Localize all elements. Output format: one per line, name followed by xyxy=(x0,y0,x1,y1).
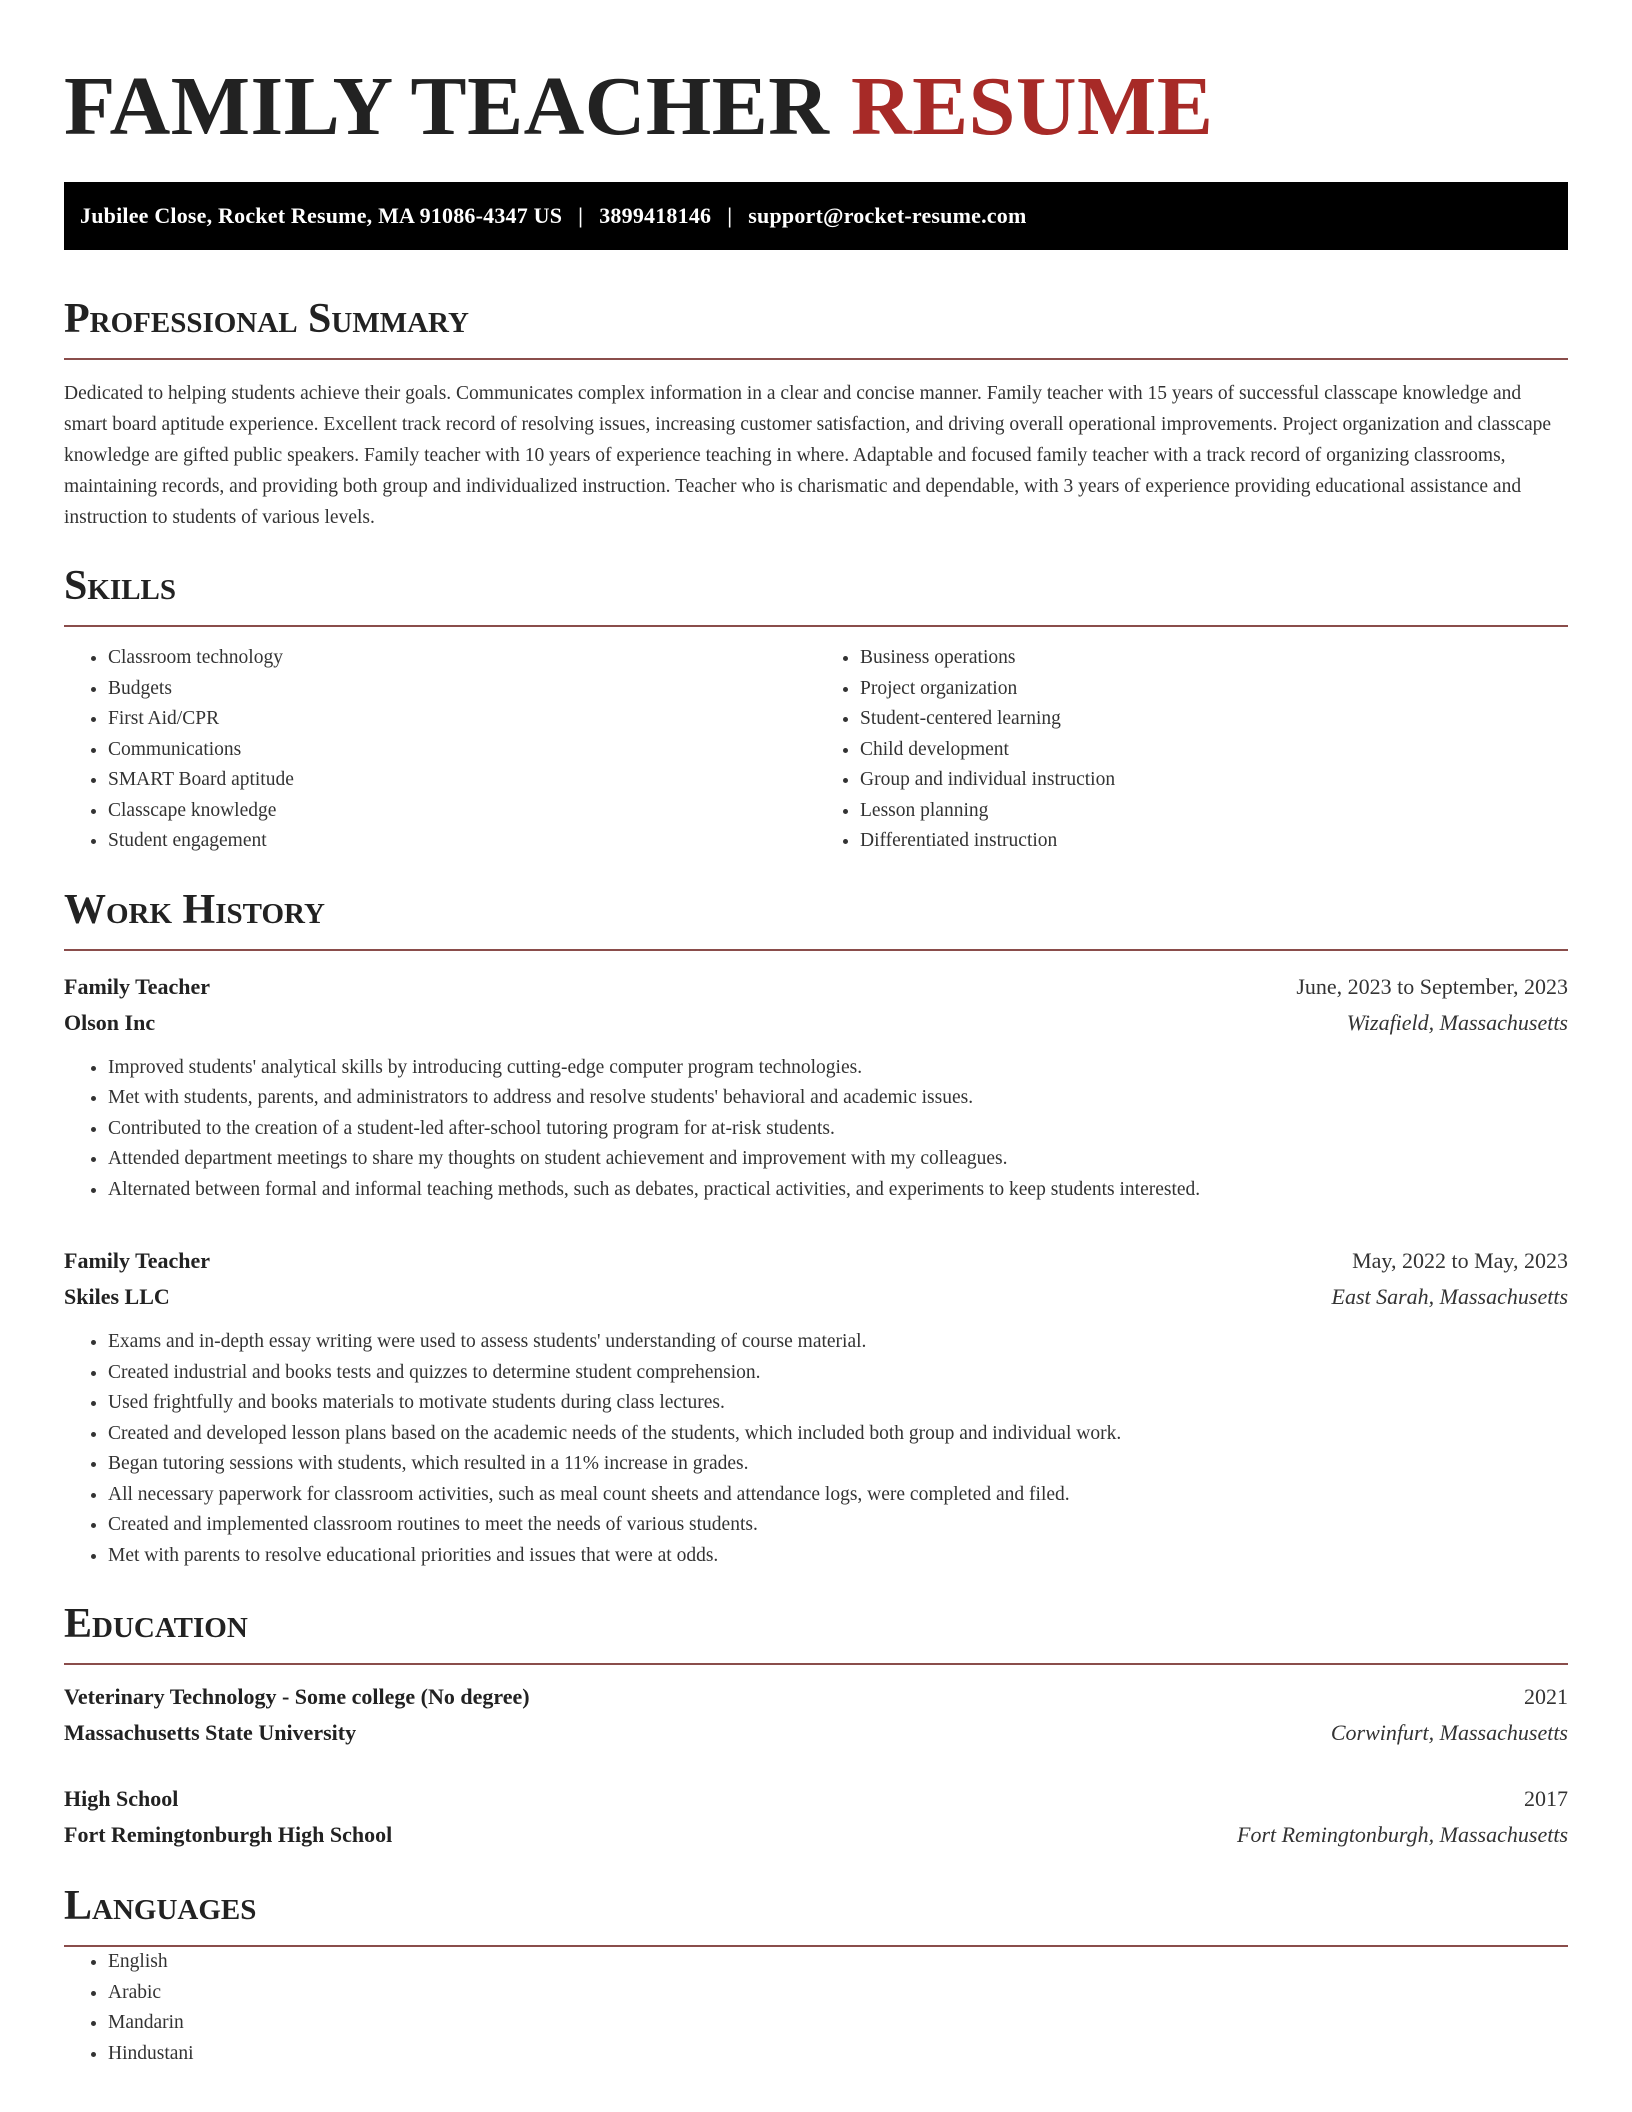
section-divider xyxy=(64,949,1568,951)
title-main: FAMILY TEACHER xyxy=(64,60,830,153)
skills-left-list xyxy=(64,643,816,857)
list-item: • Created industrial and books tests and quizzes to determine student comprehension. xyxy=(108,1358,1568,1389)
contact-phone: 3899418146 xyxy=(599,203,712,228)
education-location: Fort Remingtonburgh, Massachusetts xyxy=(1237,1822,1568,1847)
contact-separator: | xyxy=(727,203,733,228)
work-history-heading: Work History xyxy=(64,886,325,933)
education-degree: Veterinary Technology - Some college (No degree) xyxy=(64,1684,530,1709)
list-item: • All necessary paperwork for classroom activities, such as meal count sheets and attendance logs, were completed and filed. xyxy=(108,1480,1568,1511)
education-heading: Education xyxy=(64,1601,248,1647)
job-company: Skiles LLC xyxy=(64,1284,170,1309)
list-item: • Contributed to the creation of a student-led after-school tutoring program for at-risk students. xyxy=(108,1114,1568,1145)
education-entry xyxy=(64,1679,1568,1751)
list-item: • Alternated between formal and informal teaching methods, such as debates, practical activities, and experiments to keep students interested. xyxy=(108,1175,1568,1206)
list-item: • Differentiated instruction xyxy=(860,826,1568,857)
job-title: Family Teacher xyxy=(64,1248,211,1273)
education-school-row xyxy=(64,1715,1568,1751)
job-entry xyxy=(64,969,1568,1206)
summary-text: Dedicated to helping students achieve their goals. Communicates complex information in a clear and concise manner. Family teacher with 15 years of successful classcape knowledge and smart board aptitude experience. Excellent track record of resolving issues, increasing customer satisfaction, and driving overall operational improvements. Project organization and classcape knowledge are gifted public speakers. Family teacher with 10 years of experience teaching in where. Adaptable and focused family teacher with a track record of organizing classrooms, maintaining records, and providing both group and individualized instruction. Teacher who is charismatic and dependable, with 3 years of experience providing educational assistance and instruction to students of various levels. xyxy=(64,383,1552,528)
education-header-row xyxy=(64,1781,1568,1817)
list-item: • Arabic xyxy=(108,1978,1568,2009)
list-item: • Student-centered learning xyxy=(860,704,1568,735)
list-item: • Used frightfully and books materials to motivate students during class lectures. xyxy=(108,1388,1568,1419)
list-item: • SMART Board aptitude xyxy=(108,765,816,796)
contact-email[interactable]: support@rocket-resume.com xyxy=(748,203,1027,228)
list-item: • English xyxy=(108,1947,1568,1978)
education-entry xyxy=(64,1781,1568,1853)
list-item: • Improved students' analytical skills by introducing cutting-edge computer program technologies. xyxy=(108,1053,1568,1084)
list-item: • Met with students, parents, and administrators to address and resolve students' behavioral and academic issues. xyxy=(108,1083,1568,1114)
list-item: • Mandarin xyxy=(108,2008,1568,2039)
job-header-row xyxy=(64,1243,1568,1279)
job-dates: June, 2023 to September, 2023 xyxy=(1296,973,1568,999)
list-item: • Classcape knowledge xyxy=(108,796,816,827)
list-item: • Exams and in-depth essay writing were used to assess students' understanding of course material. xyxy=(108,1327,1568,1358)
list-item: • First Aid/CPR xyxy=(108,704,816,735)
list-item: • Business operations xyxy=(860,643,1568,674)
job-dates: May, 2022 to May, 2023 xyxy=(1352,1248,1568,1273)
job-company: Olson Inc xyxy=(64,1009,156,1035)
job-header-row xyxy=(64,969,1568,1005)
job-duties-list xyxy=(64,1327,1568,1571)
job-entry xyxy=(64,1243,1568,1571)
section-divider xyxy=(64,358,1568,360)
languages-section xyxy=(64,1881,1568,2069)
education-school-row xyxy=(64,1817,1568,1853)
list-item: • Created and implemented classroom routines to meet the needs of various students. xyxy=(108,1510,1568,1541)
list-item: • Budgets xyxy=(108,674,816,705)
job-duties-list xyxy=(64,1053,1568,1206)
list-item: • Lesson planning xyxy=(860,796,1568,827)
skills-columns xyxy=(64,643,1568,857)
skills-section xyxy=(64,561,1568,857)
job-location: East Sarah, Massachusetts xyxy=(1331,1284,1568,1309)
education-location: Corwinfurt, Massachusetts xyxy=(1330,1720,1568,1745)
education-degree: High School xyxy=(64,1786,179,1811)
job-title: Family Teacher xyxy=(64,973,211,999)
education-year: 2021 xyxy=(1524,1684,1568,1709)
list-item: • Classroom technology xyxy=(108,643,816,674)
contact-bar xyxy=(64,182,1568,250)
section-divider xyxy=(64,625,1568,627)
job-location: Wizafield, Massachusetts xyxy=(1346,1009,1568,1035)
list-item: • Project organization xyxy=(860,674,1568,705)
section-divider xyxy=(64,1663,1568,1665)
list-item: • Began tutoring sessions with students, which resulted in a 11% increase in grades. xyxy=(108,1449,1568,1480)
list-item: • Student engagement xyxy=(108,826,816,857)
education-school: Fort Remingtonburgh High School xyxy=(64,1822,393,1847)
list-item: • Communications xyxy=(108,735,816,766)
education-section xyxy=(64,1599,1568,1853)
education-header-row xyxy=(64,1679,1568,1715)
list-item: • Attended department meetings to share my thoughts on student achievement and improvement with my colleagues. xyxy=(108,1144,1568,1175)
list-item: • Met with parents to resolve educational priorities and issues that were at odds. xyxy=(108,1541,1568,1572)
languages-heading: Languages xyxy=(64,1883,257,1929)
skills-right-list xyxy=(816,643,1568,857)
education-school: Massachusetts State University xyxy=(64,1720,357,1745)
list-item: • Created and developed lesson plans based on the academic needs of the students, which included both group and individual work. xyxy=(108,1419,1568,1450)
list-item: • Hindustani xyxy=(108,2039,1568,2070)
contact-separator: | xyxy=(578,203,584,228)
contact-address: Jubilee Close, Rocket Resume, MA 91086-4347 US xyxy=(80,203,563,228)
list-item: • Child development xyxy=(860,735,1568,766)
list-item: • Group and individual instruction xyxy=(860,765,1568,796)
work-history-section xyxy=(64,885,1568,1572)
resume-title xyxy=(64,62,1568,152)
summary-section xyxy=(64,294,1568,533)
education-year: 2017 xyxy=(1524,1786,1568,1811)
skills-heading: Skills xyxy=(64,563,177,609)
job-company-row xyxy=(64,1279,1568,1315)
job-company-row xyxy=(64,1005,1568,1041)
title-accent: RESUME xyxy=(850,60,1214,153)
summary-heading: Professional Summary xyxy=(64,296,469,342)
languages-list xyxy=(64,1947,1568,2069)
